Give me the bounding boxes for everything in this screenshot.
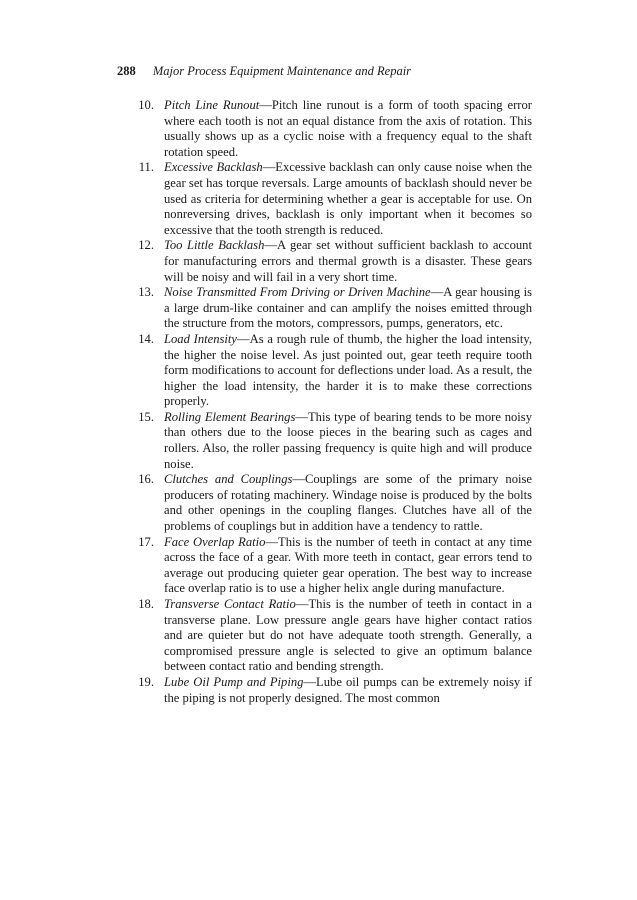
item-text: —Lube oil pumps can be extremely noisy if the piping is not properly designed. The most common <box>164 674 532 705</box>
list-item <box>130 98 532 160</box>
page-number: 288 <box>117 64 136 78</box>
item-term: Pitch Line Runout <box>164 98 260 112</box>
item-term: Face Overlap Ratio <box>164 534 266 549</box>
list-item <box>130 285 532 332</box>
item-number: 18. <box>138 597 154 611</box>
list-item <box>130 535 532 597</box>
item-text: —This type of bearing tends to be more noisy than others due to the loose pieces in the bearing such as cages and rollers. Also, the roller passing frequency is quite high and will produce noise. <box>164 409 532 471</box>
item-number: 16. <box>138 472 154 487</box>
item-text: —Pitch line runout is a form of tooth spacing error where each tooth is not an equal distance from the axis of rotation. This usually shows up as a cyclic noise with a frequency equal to the shaft rotation speed. <box>164 98 532 159</box>
item-term: Noise Transmitted From Driving or Driven Machine <box>164 285 431 300</box>
item-number: 10. <box>138 98 154 112</box>
item-number: 17. <box>138 534 154 549</box>
list-item <box>130 597 532 675</box>
item-term: Clutches and Couplings <box>164 472 293 487</box>
item-text: —This is the number of teeth in contact in a transverse plane. Low pressure angle gears have higher contact ratios and are quieter but do not have adequate tooth strength. Generally, a compromised pressure angle is selected to give an optimum balance between contact ratio and bending strength. <box>164 597 532 674</box>
noise-sources-list <box>130 98 532 706</box>
list-item <box>130 675 532 706</box>
list-item <box>130 410 532 472</box>
item-term: Rolling Element Bearings <box>164 409 296 424</box>
running-title: Major Process Equipment Maintenance and Repair <box>152 64 412 78</box>
item-number: 11. <box>138 160 154 175</box>
item-number: 12. <box>138 238 154 253</box>
item-term: Transverse Contact Ratio <box>164 597 296 611</box>
list-item <box>130 160 532 238</box>
item-number: 13. <box>138 285 154 300</box>
item-term: Excessive Backlash <box>164 160 263 175</box>
item-number: 14. <box>138 331 154 346</box>
list-item <box>130 332 532 410</box>
item-text: —Couplings are some of the primary noise producers of rotating machinery. Windage noise is produced by the bolts and other openings in the coupling flanges. Clutches have all of the problems of couplings but in addition have a tendency to rattle. <box>164 472 532 534</box>
item-number: 19. <box>138 674 154 689</box>
item-text: —Excessive backlash can only cause noise when the gear set has torque reversals. Large amounts of backlash should never be used as criteria for determining whether a gear is acceptable for use. On nonreversing drives, backlash is only important when it becomes so excessive that the tooth strength is reduced. <box>164 160 532 237</box>
list-item <box>130 472 532 534</box>
page-header <box>117 64 411 79</box>
list-item <box>130 238 532 285</box>
item-number: 15. <box>138 409 154 424</box>
item-text: —As a rough rule of thumb, the higher the load intensity, the higher the noise level. As just pointed out, gear teeth require tooth form modifications to account for deflections under load. As a result, the higher the load intensity, the harder it is to make these corrections properly. <box>164 331 532 409</box>
item-text: —A gear set without sufficient backlash to account for manufacturing errors and thermal growth is a disaster. These gears will be noisy and will fail in a very short time. <box>164 238 532 284</box>
item-term: Load Intensity <box>164 331 238 346</box>
item-term: Too Little Backlash <box>164 238 265 253</box>
item-text: —This is the number of teeth in contact at any time across the face of a gear. With more teeth in contact, gear errors tend to average out producing quieter gear operation. The best way to increase face overlap ratio is to use a higher helix angle during manufacture. <box>164 534 532 596</box>
item-text: —A gear housing is a large drum-like container and can amplify the noises emitted through the structure from the motors, compressors, pumps, generators, etc. <box>164 285 532 331</box>
item-term: Lube Oil Pump and Piping <box>164 674 304 689</box>
